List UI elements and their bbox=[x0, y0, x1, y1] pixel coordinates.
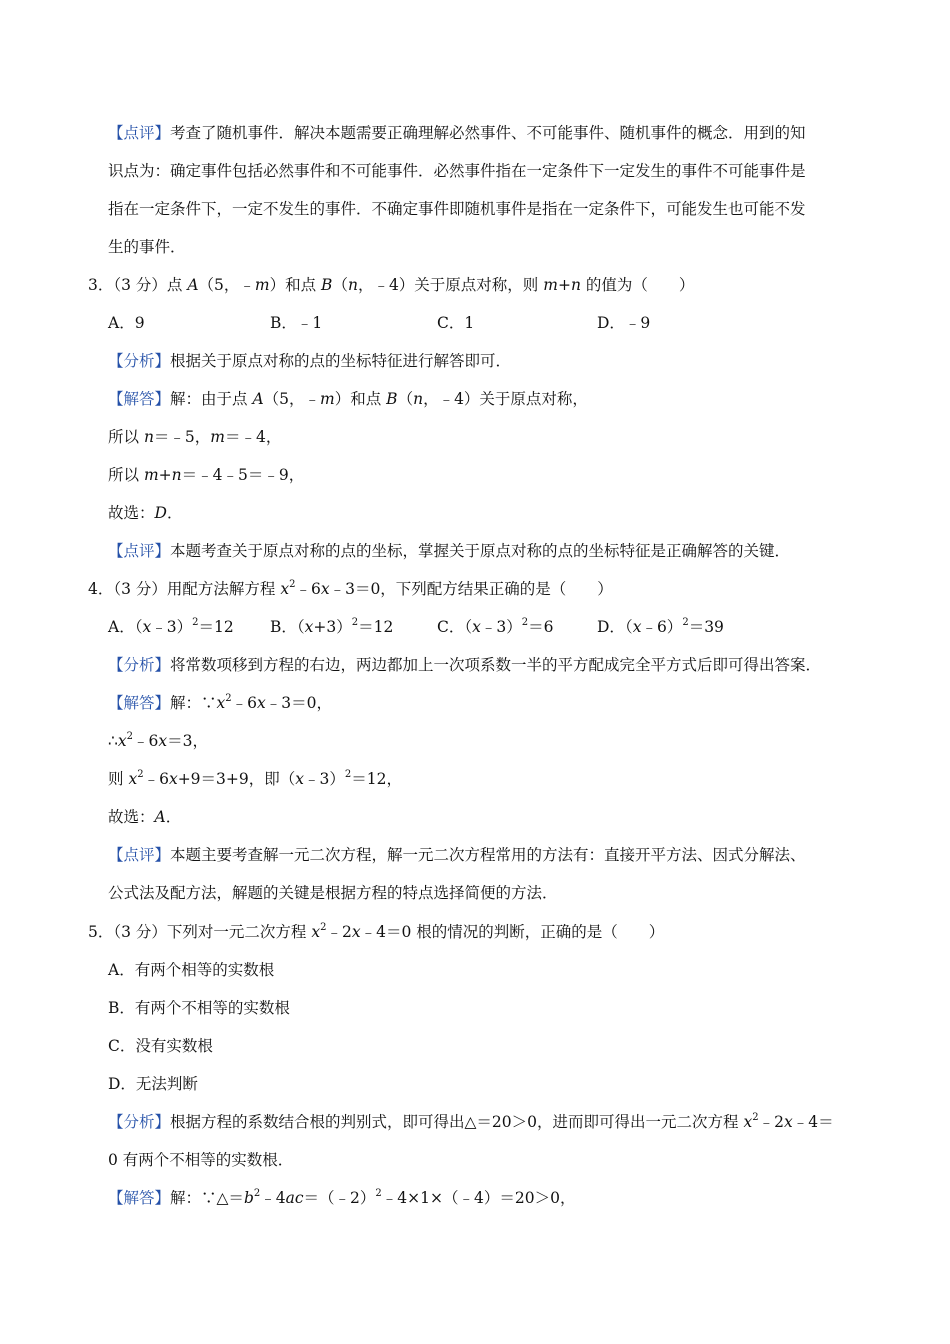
q4-answer-line-4: 故选：A． bbox=[108, 808, 182, 826]
q3-answer-line-2: 所以 n＝﹣5，m＝﹣4， bbox=[108, 428, 282, 446]
q4-option-a: A．（x﹣3）$^2$＝12 bbox=[108, 617, 234, 636]
q5-stem: 5．（3 分）下列对一元二次方程 $x^2﹣2x﹣4=0$ 根的情况的判断，正确的是（ ） bbox=[88, 922, 665, 941]
q3-answer-line-3: 所以 m+n＝﹣4﹣5＝﹣9， bbox=[108, 466, 305, 484]
q5-option-c: C．没有实数根 bbox=[108, 1037, 213, 1055]
q4-comment-line-1: 【点评】本题主要考查解一元二次方程，解一元二次方程常用的方法有：直接开平方法、因式分解法、 bbox=[108, 846, 806, 864]
analysis-tag: 【分析】 bbox=[108, 1113, 171, 1131]
q2-comment-line-2: 识点为：确定事件包括必然事件和不可能事件．必然事件指在一定条件下一定发生的事件不可能事件是 bbox=[108, 162, 806, 180]
q5-analysis-line-2: 0 有两个不相等的实数根． bbox=[108, 1151, 294, 1169]
q5-option-a: A．有两个相等的实数根 bbox=[108, 961, 275, 979]
q3-option-a: A．9 bbox=[108, 314, 145, 332]
q4-comment-line-2: 公式法及配方法，解题的关键是根据方程的特点选择简便的方法． bbox=[108, 884, 558, 902]
q3-option-b: B．﹣1 bbox=[270, 314, 323, 332]
q5-answer-line-1: 【解答】解：$\because\triangle=b^2﹣4ac=(﹣2)^2﹣4\times 1\times(﹣4)=20>0$， bbox=[108, 1188, 576, 1207]
comment-tag: 【点评】 bbox=[108, 124, 171, 142]
q4-analysis: 【分析】将常数项移到方程的右边，两边都加上一次项系数一半的平方配成完全平方式后即可得出答案． bbox=[108, 656, 822, 674]
q2-comment-text-1: 考查了随机事件．解决本题需要正确理解必然事件、不可能事件、随机事件的概念．用到的知 bbox=[170, 124, 806, 142]
q3-option-d: D．﹣9 bbox=[597, 314, 651, 332]
q4-stem: 4．（3 分）用配方法解方程 $x^2﹣6x﹣3=0$，下列配方结果正确的是（ ） bbox=[88, 579, 613, 598]
q4-answer-line-2: $\therefore x^2﹣6x=3$， bbox=[108, 731, 208, 750]
q4-answer-line-1: 【解答】解：$\because x^2﹣6x﹣3=0$， bbox=[108, 693, 333, 712]
q4-answer-line-3: 则 $x^2﹣6x+9=3+9$，即（x﹣3）$^2$＝12， bbox=[108, 769, 402, 788]
q3-answer-line-1: 【解答】解：由于点 A（5，﹣m）和点 B（n，﹣4）关于原点对称， bbox=[108, 390, 588, 408]
analysis-tag: 【分析】 bbox=[108, 656, 171, 674]
q5-option-d: D．无法判断 bbox=[108, 1075, 198, 1093]
q4-option-c: C．（x﹣3）$^2$＝6 bbox=[437, 617, 554, 636]
comment-tag: 【点评】 bbox=[108, 846, 171, 864]
answer-tag: 【解答】 bbox=[108, 390, 171, 408]
q3-answer-line-4: 故选：D． bbox=[108, 504, 183, 522]
q3-stem: 3．（3 分）点 A（5，﹣m）和点 B（n，﹣4）关于原点对称，则 m+n 的值为（ ） bbox=[88, 276, 695, 294]
q2-comment-line-1 bbox=[108, 123, 806, 143]
q5-analysis-line-1: 【分析】根据方程的系数结合根的判别式，即可得出△＝20＞0，进而即可得出一元二次方程 $x^2﹣2x﹣4=$ bbox=[108, 1112, 834, 1131]
q2-comment-line-3: 指在一定条件下，一定不发生的事件．不确定事件即随机事件是指在一定条件下，可能发生也可能不发 bbox=[108, 200, 806, 218]
q3-option-c: C．1 bbox=[437, 314, 475, 332]
analysis-tag: 【分析】 bbox=[108, 352, 171, 370]
answer-tag: 【解答】 bbox=[108, 694, 171, 712]
q3-analysis: 【分析】根据关于原点对称的点的坐标特征进行解答即可． bbox=[108, 352, 512, 370]
comment-tag: 【点评】 bbox=[108, 542, 171, 560]
q4-option-b: B．$(x+3)^2=12$ bbox=[270, 617, 394, 636]
q3-comment: 【点评】本题考查关于原点对称的点的坐标，掌握关于原点对称的点的坐标特征是正确解答的关键． bbox=[108, 542, 791, 560]
answer-tag: 【解答】 bbox=[108, 1189, 171, 1207]
q5-option-b: B．有两个不相等的实数根 bbox=[108, 999, 290, 1017]
q2-comment-line-4: 生的事件． bbox=[108, 238, 186, 256]
q4-option-d: D．（x﹣6）$^2$＝39 bbox=[597, 617, 724, 636]
